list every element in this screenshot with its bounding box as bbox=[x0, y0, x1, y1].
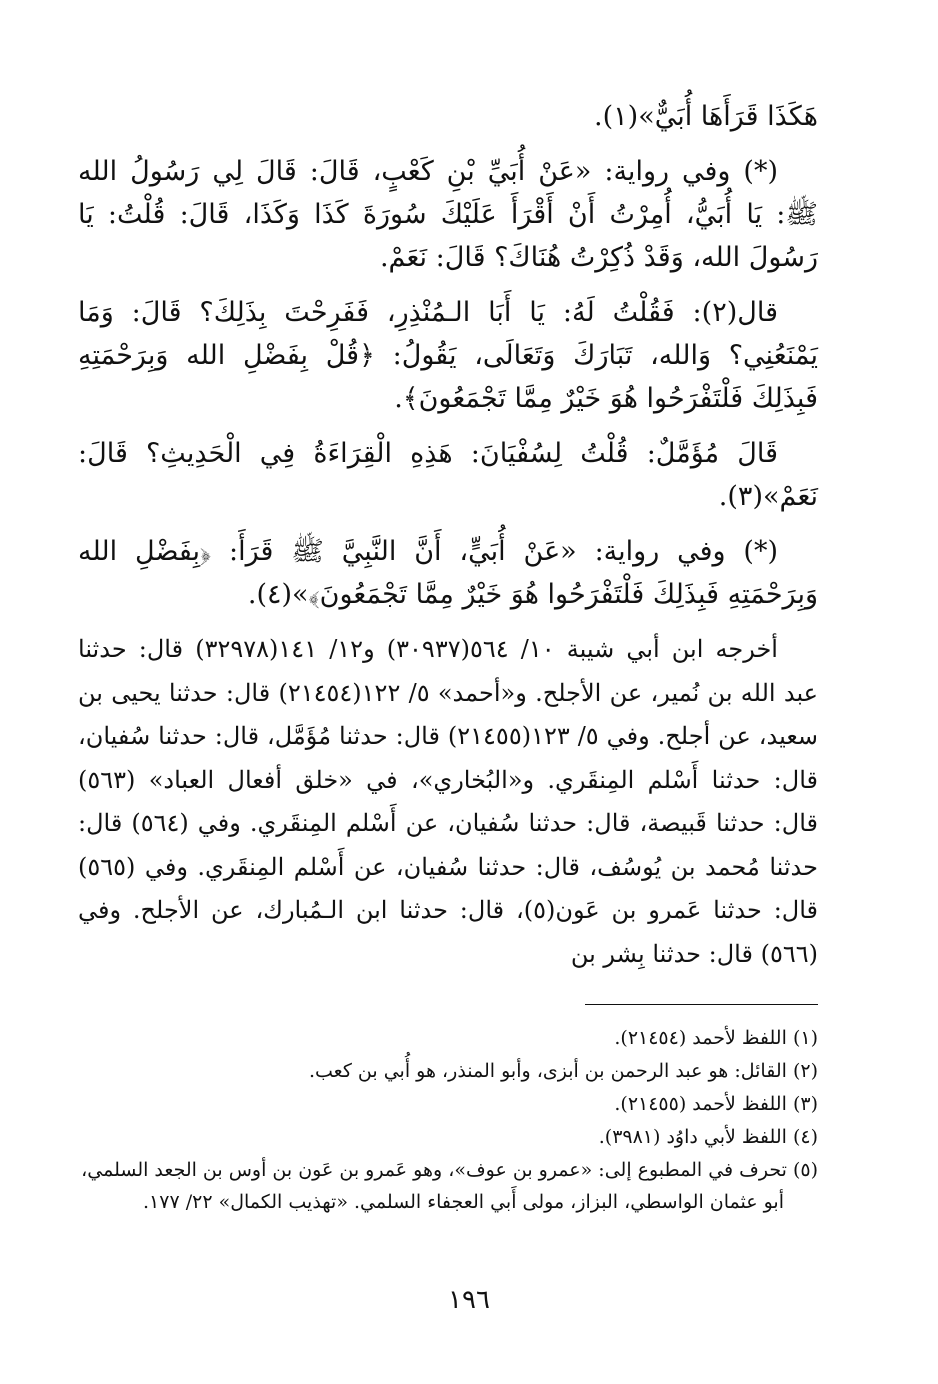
footnote-separator bbox=[585, 1004, 818, 1005]
paragraph-3: قال(٢): فَقُلْتُ لَهُ: يَا أَبَا الـمُنْذِرِ، فَفَرِحْتَ بِذَلِكَ؟ قَالَ: وَمَا يَمْنَعُنِي؟ وَالله، تَبَارَكَ وَتَعَالَى، يَقُولُ: ﴿قُلْ بِفَضْلِ الله وَبِرَحْمَتِهِ فَبِذَلِكَ فَلْتَفْرَحُوا هُوَ خَيْرٌ مِمَّا تَجْمَعُونَ﴾. bbox=[78, 297, 818, 414]
paragraph-4: قَالَ مُؤَمَّلٌ: قُلْتُ لِسُفْيَانَ: هَذِهِ الْقِرَاءَةُ فِي الْحَدِيثِ؟ قَالَ: نَعَمْ»(٣). bbox=[78, 438, 818, 512]
footnote-text: اللفظ لأبي داوُد (٣٩٨١). bbox=[598, 1126, 787, 1148]
footnote-text: القائل: هو عبد الرحمن بن أبزى، وأبو المنذر، هو أُبي بن كعب. bbox=[308, 1060, 787, 1082]
footnote-number: (٣) bbox=[792, 1093, 818, 1115]
footnote-text-continued: أبو عثمان الواسطي، البزاز، مولى أَبي العجفاء السلمي. «تهذيب الكمال» ٢٢/ ١٧٧. bbox=[142, 1191, 784, 1213]
paragraph-1: هَكَذَا قَرَأَهَا أُبَيٌّ»(١). bbox=[594, 101, 818, 132]
footnote-text: اللفظ لأحمد (٢١٤٥٤). bbox=[614, 1027, 787, 1049]
footnote-2 bbox=[78, 1055, 818, 1087]
footnote-number: (٤) bbox=[792, 1126, 818, 1148]
footnotes bbox=[78, 1022, 818, 1219]
paragraph-2: (*) وفي رواية: «عَنْ أُبَيِّ بْنِ كَعْبٍ، قَالَ: قَالَ لِي رَسُولُ الله ﷺ: يَا أُبَيُّ، أُمِرْتُ أَنْ أَقْرَأَ عَلَيْكَ سُورَةَ كَذَا وَكَذَا، قَالَ: قُلْتُ: يَا رَسُولَ الله، وَقَدْ ذُكِرْتُ هُنَاكَ؟ قَالَ: نَعَمْ. bbox=[78, 156, 818, 273]
footnote-text: تحرف في المطبوع إلى: «عمرو بن عوف»، وهو عَمرو بن عَون بن أوس بن الجعد السلمي، bbox=[81, 1159, 787, 1181]
hadith-text bbox=[78, 95, 818, 616]
footnote-1 bbox=[78, 1022, 818, 1054]
footnote-text: اللفظ لأحمد (٢١٤٥٥). bbox=[614, 1093, 787, 1115]
footnote-number: (١) bbox=[792, 1027, 818, 1049]
page-body bbox=[78, 95, 818, 976]
page-number: ١٩٦ bbox=[448, 1285, 490, 1315]
footnote-4 bbox=[78, 1121, 818, 1153]
paragraph-5: (*) وفي رواية: «عَنْ أُبَيٍّ، أَنَّ النَّبِيَّ ﷺ قَرَأَ: ﴿بِفَضْلِ الله وَبِرَحْمَتِهِ فَبِذَلِكَ فَلْتَفْرَحُوا هُوَ خَيْرٌ مِمَّا تَجْمَعُونَ﴾»(٤). bbox=[78, 536, 818, 610]
footnote-number: (٥) bbox=[792, 1159, 818, 1181]
footnote-number: (٢) bbox=[792, 1060, 818, 1082]
footnote-5 bbox=[78, 1154, 818, 1218]
takhrij-paragraph: أخرجه ابن أبي شيبة ١٠/ ٥٦٤(٣٠٩٣٧) و١٢/ ١٤١(٣٢٩٧٨) قال: حدثنا عبد الله بن نُمير، عن الأجلح. و«أحمد» ٥/ ١٢٢(٢١٤٥٤) قال: حدثنا يحيى بن سعيد، عن أجلح. وفي ٥/ ١٢٣(٢١٤٥٥) قال: حدثنا مُؤَمَّل، قال: حدثنا سُفيان، قال: حدثنا أَسْلم المِنقَري. و«البُخاري»، في «خلق أفعال العباد» (٥٦٣) قال: حدثنا قَبيصة، قال: حدثنا سُفيان، عن أَسْلم المِنقَري. وفي (٥٦٤) قال: حدثنا مُحمد بن يُوسُف، قال: حدثنا سُفيان، عن أَسْلم المِنقَري. وفي (٥٦٥) قال: حدثنا عَمرو بن عَون(٥)، قال: حدثنا ابن الـمُبارك، عن الأجلح. وفي (٥٦٦) قال: حدثنا بِشر بن bbox=[78, 635, 819, 968]
footnote-3 bbox=[78, 1088, 818, 1120]
